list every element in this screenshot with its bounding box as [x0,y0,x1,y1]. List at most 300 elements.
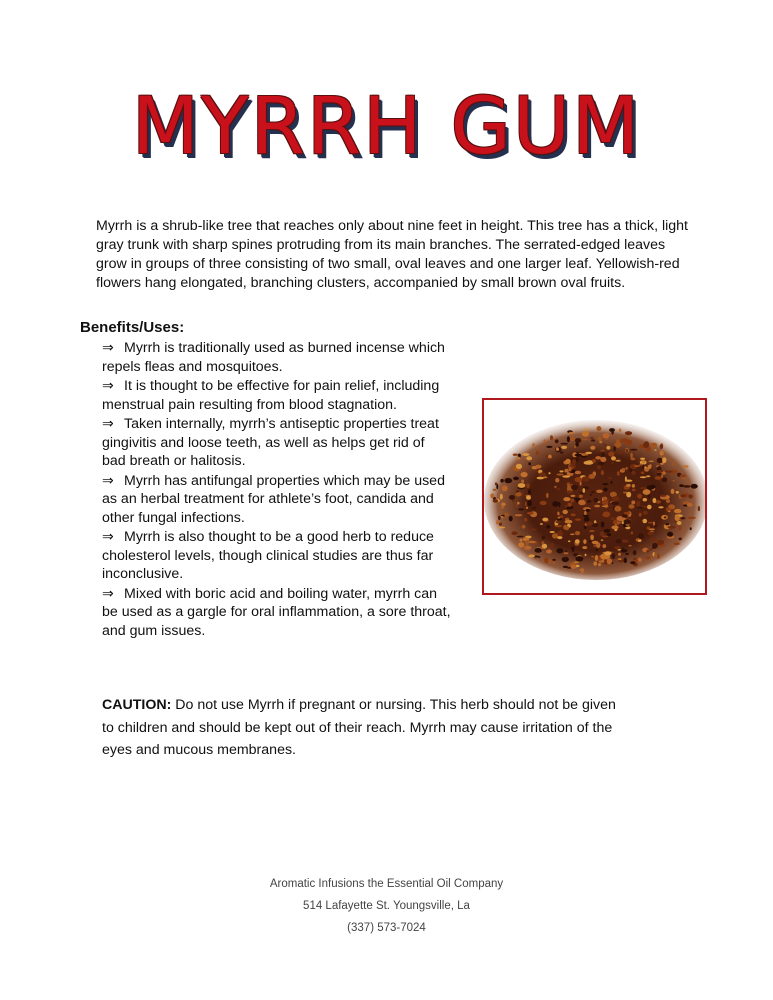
resin-grain [589,530,595,532]
resin-grain [639,464,643,466]
resin-grain [630,453,633,459]
resin-grain [552,559,556,561]
resin-grain [556,474,563,476]
resin-grain [680,494,686,497]
resin-grain [683,485,691,488]
resin-grain [556,548,563,553]
resin-grain [637,494,642,499]
resin-grain [596,490,603,493]
resin-grain [656,500,662,504]
resin-grain [561,446,567,449]
resin-grain [525,540,529,546]
resin-grain [626,449,629,453]
list-item: ⇒ Myrrh is also thought to be a good herb to reduce cholesterol levels, though clinical studies are thus far inconclusive. [102,528,434,582]
resin-grain [612,496,620,501]
resin-grain [671,489,675,494]
resin-grain [622,468,626,471]
resin-grain [593,561,597,565]
resin-grain [594,505,600,508]
resin-grain [667,532,673,537]
resin-grain [558,517,561,519]
resin-grain [641,471,644,474]
resin-grain [583,501,585,504]
resin-grain [560,443,568,445]
resin-grain [607,559,612,565]
resin-grain [544,557,548,563]
resin-grain [517,457,520,460]
resin-grain [525,502,527,506]
resin-grain [660,451,664,456]
benefits-list [102,338,452,640]
resin-grain [595,456,601,459]
resin-grain [675,515,680,521]
footer [0,873,773,939]
resin-grain [515,514,523,516]
resin-grain [648,522,653,524]
resin-grain [509,516,513,522]
resin-grain [582,439,588,441]
resin-grain [625,480,632,482]
resin-grain [490,493,494,498]
resin-grain [656,470,663,473]
resin-grain [575,454,582,457]
resin-grain [598,563,601,566]
resin-grain [639,513,642,517]
resin-grain [575,438,581,443]
resin-grain [542,536,546,540]
resin-grain [557,488,560,490]
resin-grain [516,464,522,469]
resin-grain [493,489,497,491]
resin-grain [611,481,613,484]
resin-grain [546,550,552,554]
resin-grain [542,518,548,522]
resin-grain [582,476,590,481]
resin-grain [559,470,563,472]
resin-grain [633,550,637,555]
resin-grain [644,466,646,468]
resin-grain [581,568,584,574]
resin-grain [582,546,587,549]
resin-grain [650,443,657,448]
resin-grain [615,460,620,462]
intro-paragraph: Myrrh is a shrub-like tree that reaches only about nine feet in height. This tree has a thick, light gray trunk with sharp spines protruding from its main branches. The serrated-edged leaves grow in groups of three consisting of two small, oval leaves and one larger leaf. Yellowish-red flowers hang elongated, branching clusters, accompanied by small brown oval fruits. [96,218,688,291]
resin-grain [601,452,605,456]
resin-grain [550,543,554,548]
resin-grain [504,513,509,517]
resin-grain [611,553,615,559]
list-item: ⇒ It is thought to be effective for pain relief, including menstrual pain resulting from blood stagnation. [102,377,440,413]
resin-grain [646,550,649,553]
resin-grain [589,474,596,479]
resin-grain [655,476,662,480]
resin-grain [672,462,674,466]
resin-grain [546,493,549,498]
resin-grain [575,471,581,475]
arrow-icon: ⇒ [102,528,114,544]
resin-grain [528,554,535,557]
resin-grain [590,437,593,439]
resin-grain [527,512,534,515]
resin-grain [610,517,616,520]
resin-grain [524,518,527,522]
resin-grain [611,526,618,530]
resin-grain [649,538,656,541]
resin-grain [556,447,559,451]
resin-grain [661,473,663,478]
resin-grain [624,519,632,524]
resin-grain [600,554,605,559]
resin-grain [571,495,576,497]
resin-grain [570,534,575,536]
resin-grain [597,465,601,470]
resin-grain [567,436,570,442]
resin-grain [565,520,573,524]
resin-grain [648,532,654,536]
arrow-icon: ⇒ [102,471,114,488]
resin-grain [555,525,563,527]
resin-grain [616,539,622,543]
caution-text: Do not use Myrrh if pregnant or nursing. This herb should not be given to children and should be kept out of their reach. Myrrh may cause irritation of the eyes and mucous membranes. [102,697,616,758]
resin-grain [550,435,553,440]
resin-grain [611,456,616,460]
resin-grain [603,444,606,447]
resin-grain [590,535,594,541]
resin-grain [567,490,573,493]
resin-grain [571,514,576,517]
resin-grain [604,529,611,533]
resin-grain [602,514,609,516]
resin-grain [591,491,594,493]
resin-grain [560,451,563,454]
resin-grain [646,475,650,477]
resin-grain [555,439,559,443]
resin-grain [540,501,547,505]
resin-grain [569,432,574,434]
resin-grain [497,527,505,529]
resin-grain [687,503,693,507]
resin-grain [638,558,642,563]
resin-grain [571,499,575,503]
myrrh-resin-photo [482,398,707,595]
resin-grain [574,445,576,448]
resin-grain [617,471,620,476]
resin-grain [552,533,558,538]
resin-grain [637,507,644,509]
resin-grain [568,503,572,507]
resin-grain [596,549,598,551]
resin-grain [666,499,670,503]
resin-grain [572,459,576,465]
resin-grain [606,446,610,450]
resin-grain [584,526,587,529]
arrow-icon: ⇒ [102,415,114,431]
resin-grain [626,484,631,487]
myrrh-resin-image [484,400,705,593]
resin-grain [513,477,519,481]
resin-grain [550,531,555,533]
list-item: ⇒ Taken internally, myrrh’s antiseptic properties treat gingivitis and loose teeth, as well as helps get rid of bad breath or halitosis. [102,415,439,469]
resin-grain [515,505,518,507]
resin-grain [640,487,647,489]
resin-grain [620,439,622,443]
resin-grain [546,525,550,529]
resin-grain [586,522,594,526]
resin-grain [602,544,606,548]
resin-grain [653,498,657,503]
resin-grain [571,565,577,569]
caution-note [102,694,622,762]
resin-grain [698,506,700,511]
resin-grain [682,478,686,480]
resin-grain [602,536,608,538]
resin-grain [640,545,646,547]
resin-grain [575,539,580,543]
resin-grain [652,547,656,549]
resin-grain [528,489,531,495]
resin-grain [583,515,589,517]
resin-grain [521,472,528,477]
resin-grain [592,459,596,463]
footer-address: 514 Lafayette St. Youngsville, La [303,900,470,912]
resin-grain [643,498,647,501]
resin-grain [528,541,536,543]
resin-grain [605,438,609,440]
resin-grain [631,532,634,535]
resin-grain [591,556,594,558]
resin-grain [562,475,570,478]
resin-grain [583,488,586,493]
resin-grain [660,444,663,449]
resin-grain [602,500,609,505]
resin-grain [654,449,657,451]
resin-grain [688,517,696,519]
resin-grain [501,506,504,508]
resin-grain [584,428,589,430]
resin-grain [582,453,586,456]
resin-grain [677,521,682,525]
resin-grain [575,477,583,482]
resin-grain [501,503,506,507]
resin-grain [529,528,536,530]
resin-grain [654,525,657,527]
resin-grain [682,465,688,467]
resin-grain [496,520,499,525]
arrow-icon: ⇒ [102,339,114,355]
resin-grain [595,555,598,561]
resin-grain [600,457,606,462]
resin-grain [613,446,616,451]
resin-grain [516,492,522,496]
resin-grain [596,426,601,431]
footer-company: Aromatic Infusions the Essential Oil Company [269,878,504,890]
resin-grain [630,449,638,451]
resin-grain [527,483,530,488]
resin-grain [590,494,592,496]
resin-grain [668,526,676,529]
resin-grain [617,549,621,551]
resin-grain [665,523,669,525]
list-item: ⇒ Mixed with boric acid and boiling water, myrrh can be used as a gargle for oral inflammation, a sore throat, and gum issues. [102,584,451,639]
resin-grain [658,506,663,508]
resin-grain [608,452,614,457]
resin-grain [602,483,608,485]
resin-grain [542,541,545,544]
resin-grain [601,470,604,475]
resin-grain [624,512,631,515]
resin-grain [594,498,599,503]
resin-grain [522,453,529,456]
resin-grain [579,495,583,498]
resin-grain [564,469,569,473]
resin-grain [526,507,528,509]
resin-grain [625,553,629,555]
resin-grain [662,457,666,463]
resin-grain [649,464,651,468]
resin-grain [678,525,681,530]
resin-grain [565,526,569,530]
resin-grain [621,540,628,543]
resin-grain [526,456,532,460]
resin-grain [631,471,635,475]
benefits-heading: Benefits/Uses: [80,319,185,336]
resin-grain [650,485,656,489]
resin-grain [495,482,497,485]
resin-grain [555,521,561,523]
resin-grain [643,519,648,524]
resin-grain [690,527,692,530]
resin-grain [571,485,578,491]
resin-grain [504,478,512,483]
resin-grain [526,495,531,499]
resin-grain [649,528,656,530]
resin-grain [607,533,612,536]
resin-grain [643,489,651,495]
resin-grain [632,489,636,492]
resin-grain [601,539,604,541]
resin-grain [500,479,503,483]
resin-grain [537,477,544,480]
resin-grain [624,558,627,564]
resin-grain [598,462,604,465]
resin-grain [511,531,517,535]
resin-grain [585,554,587,557]
resin-grain [630,561,635,564]
resin-grain [625,431,632,435]
resin-grain [576,556,584,562]
resin-grain [643,442,649,448]
resin-grain [582,431,589,437]
resin-grain [509,495,515,500]
resin-grain [611,501,619,505]
resin-grain [555,478,559,483]
resin-grain [498,516,500,520]
resin-grain [518,483,526,488]
resin-grain [625,439,633,445]
resin-grain [647,505,652,510]
resin-grain [601,521,605,527]
resin-grain [607,564,610,566]
resin-grain [591,439,595,441]
resin-grain [657,540,664,545]
resin-grain [586,509,591,512]
resin-grain [640,476,647,478]
resin-grain [548,472,550,474]
resin-grain [608,477,612,479]
resin-grain [535,548,542,553]
resin-grain [518,542,524,547]
resin-grain [513,454,518,456]
footer-phone: (337) 573-7024 [347,922,426,934]
resin-grain [500,494,503,500]
resin-grain [681,517,685,519]
resin-grain [600,450,605,452]
resin-grain [535,465,541,469]
resin-grain [543,440,546,443]
resin-grain [673,543,679,546]
resin-grain [621,549,628,552]
resin-grain [563,497,570,501]
resin-grain [618,450,623,454]
resin-grain [572,546,575,552]
resin-grain [634,465,641,467]
resin-grain [679,484,684,487]
resin-grain [521,469,526,471]
resin-grain [665,471,673,473]
resin-grain [660,495,667,497]
resin-grain [640,458,645,460]
resin-grain [638,540,642,542]
resin-grain [584,461,592,465]
resin-grain [603,433,610,438]
resin-grain [546,446,552,448]
resin-grain [617,522,621,524]
resin-grain [521,480,524,483]
resin-grain [597,437,601,442]
resin-grain [532,507,537,509]
resin-grain [565,505,568,508]
resin-grain [618,558,622,560]
resin-grain [564,557,567,559]
resin-grain [575,519,581,521]
resin-grain [493,499,499,503]
resin-grain [548,455,552,459]
resin-grain [654,553,657,558]
page-title: MYRRH GUM [131,82,642,172]
resin-grain [664,516,667,518]
arrow-icon: ⇒ [102,584,114,601]
resin-grain [649,549,652,551]
resin-grain [618,553,621,556]
resin-grain [672,480,674,482]
resin-grain [569,437,575,442]
resin-grain [680,474,687,477]
resin-grain [616,458,621,460]
resin-grain [552,561,555,564]
resin-grain [626,492,631,498]
list-item: ⇒ Myrrh is traditionally used as burned incense which repels fleas and mosquitoes. [102,339,445,375]
resin-grain [653,522,655,526]
resin-grain [536,451,539,456]
resin-grain [554,486,556,488]
resin-grain [517,536,524,538]
resin-grain [549,559,552,563]
resin-grain [585,452,592,454]
resin-grain [638,533,644,539]
resin-grain [603,488,607,492]
resin-grain [517,502,520,505]
resin-grain [540,523,543,525]
